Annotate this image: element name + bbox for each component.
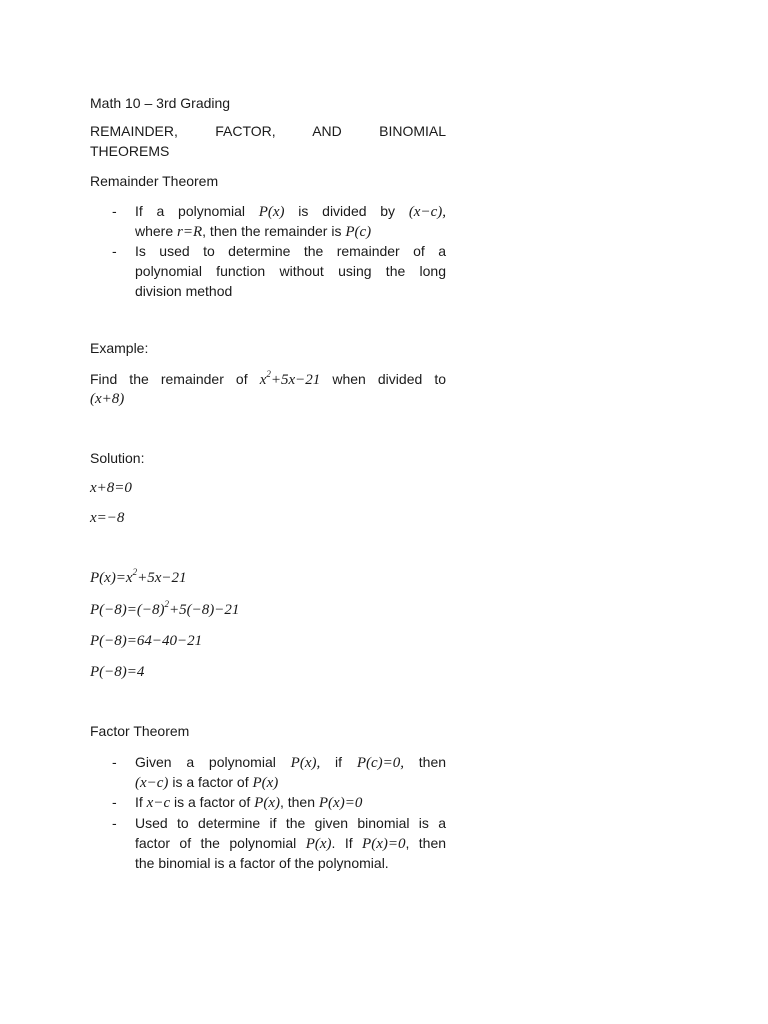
bullet-line: division method	[135, 283, 233, 299]
bullet-line: Given a polynomial P(x), if P(c)=0, then	[135, 754, 447, 771]
math-expr: P(x)=0	[362, 836, 406, 852]
remainder-heading: Remainder Theorem	[90, 173, 219, 189]
bullet-line: Is used to determine the remainder of a	[135, 243, 446, 259]
bullet-line: (x−c) is a factor of P(x)	[135, 774, 279, 791]
solution-step: x+8=0	[90, 480, 132, 496]
math-expr: (x−c),	[408, 204, 446, 220]
solution-step: $P(-8)=(-8)^2+5(-8)-21$	[90, 599, 240, 618]
bullet-line: If x−c is a factor of P(x), then P(x)=0	[135, 794, 363, 811]
math-expr: $x^2+5x-21$	[259, 369, 321, 388]
solution-label: Solution:	[90, 450, 145, 466]
title-word: BINOMIAL	[379, 123, 447, 139]
math-expr: P(c)	[345, 224, 372, 240]
solution-step: P(−8)=64−40−21	[90, 633, 203, 649]
math-expr: P(x)=0	[318, 795, 363, 811]
solution-step: x=−8	[90, 510, 125, 526]
bullet-line: polynomial function without using the long	[135, 263, 446, 279]
bullet-dash: -	[112, 815, 117, 831]
math-expr: P(x)	[254, 795, 280, 811]
solution-step: P(−8)=4	[90, 664, 145, 680]
bullet-line: the binomial is a factor of the polynomial.	[135, 855, 389, 871]
math-expr: r=R	[177, 224, 203, 240]
math-expr: (x−c)	[135, 775, 169, 791]
solution-step: $P(x)=x^2+5x-21$	[90, 567, 187, 586]
title-word: FACTOR,	[215, 123, 276, 139]
math-expr: P(x)	[252, 775, 279, 791]
title-word: REMAINDER,	[90, 123, 178, 139]
math-expr: x−c	[146, 795, 171, 811]
bullet-dash: -	[112, 203, 117, 219]
math-expr: P(x)	[258, 204, 285, 220]
math-expr: P(x)	[305, 836, 332, 852]
factor-heading: Factor Theorem	[90, 723, 190, 739]
bullet-line: Used to determine if the given binomial is a	[135, 815, 446, 831]
document-title-line2: THEOREMS	[90, 143, 170, 159]
bullet-line: If a polynomial P(x) is divided by (x−c),	[135, 203, 446, 220]
bullet-dash: -	[112, 794, 117, 810]
example-label: Example:	[90, 340, 149, 356]
bullet-dash: -	[112, 754, 117, 770]
math-expr: P(c)=0,	[356, 755, 404, 771]
example-divisor: (x+8)	[90, 391, 125, 407]
bullet-line: where r=R, then the remainder is P(c)	[135, 223, 372, 240]
bullet-line: factor of the polynomial P(x). If P(x)=0, then	[135, 835, 447, 852]
title-word: AND	[312, 123, 342, 139]
bullet-dash: -	[112, 243, 117, 259]
example-text: Find the remainder of $x^2+5x-21$ when divided to	[90, 369, 447, 388]
math-expr: P(x),	[290, 755, 321, 771]
document-title	[90, 121, 446, 141]
course-header: Math 10 – 3rd Grading	[90, 95, 231, 111]
